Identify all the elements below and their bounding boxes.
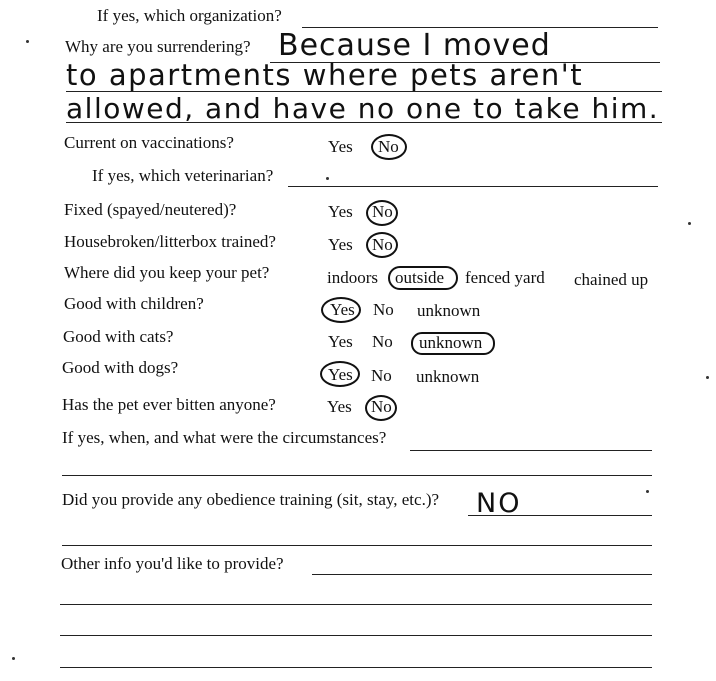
scan-speck <box>706 376 709 379</box>
organization-question: If yes, which organization? <box>97 6 282 25</box>
housebroken-no-option: No <box>372 235 393 254</box>
scan-speck <box>12 657 15 660</box>
veterinarian-question: If yes, which veterinarian? <box>92 166 274 185</box>
scan-speck <box>646 490 649 493</box>
children-unknown-option: unknown <box>417 301 481 320</box>
dogs-yes-option: Yes <box>328 365 353 384</box>
vaccinations-no-circle-mark <box>371 134 407 160</box>
other-info-answer-line-1 <box>312 574 652 575</box>
circumstances-answer-line-1 <box>410 450 652 451</box>
surrender-answer-line-3 <box>66 122 662 123</box>
obedience-answer-line-2 <box>62 545 652 546</box>
fixed-question: Fixed (spayed/neutered)? <box>64 200 237 219</box>
cats-question: Good with cats? <box>63 327 174 346</box>
housebroken-question: Housebroken/litterbox trained? <box>64 232 276 251</box>
bitten-yes-option: Yes <box>327 397 352 416</box>
keep-fenced-yard-option: fenced yard <box>465 268 545 287</box>
vaccinations-no-option: No <box>378 137 399 156</box>
obedience-question: Did you provide any obedience training (sit, stay, etc.)? <box>62 490 440 509</box>
children-yes-circle-mark <box>321 297 361 323</box>
other-info-question: Other info you'd like to provide? <box>61 554 284 573</box>
cats-unknown-circle-mark <box>411 332 495 355</box>
circumstances-answer-line-2 <box>62 475 652 476</box>
children-no-option: No <box>373 300 394 319</box>
cats-no-option: No <box>372 332 393 351</box>
surrender-question: Why are you surrendering? <box>65 37 251 56</box>
scan-speck <box>688 222 691 225</box>
scan-speck <box>26 40 29 43</box>
cats-yes-option: Yes <box>328 332 353 351</box>
cats-unknown-option: unknown <box>419 333 483 352</box>
fixed-yes-option: Yes <box>328 202 353 221</box>
housebroken-no-circle-mark <box>366 232 398 258</box>
housebroken-yes-option: Yes <box>328 235 353 254</box>
keep-outside-circle-mark <box>388 266 458 290</box>
fixed-no-option: No <box>372 202 393 221</box>
keep-chained-up-option: chained up <box>574 270 649 289</box>
children-question: Good with children? <box>64 294 204 313</box>
vaccinations-question: Current on vaccinations? <box>64 133 234 152</box>
surrender-answer-line1: Because I moved <box>278 28 551 63</box>
fixed-no-circle-mark <box>366 200 398 226</box>
vaccinations-yes-option: Yes <box>328 137 353 156</box>
bitten-no-option: No <box>371 397 392 416</box>
other-info-answer-line-4 <box>60 667 652 668</box>
obedience-answer: NO <box>476 488 522 519</box>
circumstances-question: If yes, when, and what were the circumstances? <box>62 428 387 447</box>
bitten-question: Has the pet ever bitten anyone? <box>62 395 276 414</box>
other-info-answer-line-3 <box>60 635 652 636</box>
other-info-answer-line-2 <box>60 604 652 605</box>
veterinarian-answer-line <box>288 186 658 187</box>
dogs-no-option: No <box>371 366 392 385</box>
obedience-answer-line <box>468 515 652 516</box>
children-yes-option: Yes <box>330 300 355 319</box>
dogs-unknown-option: unknown <box>416 367 480 386</box>
dogs-yes-circle-mark <box>320 361 360 387</box>
bitten-no-circle-mark <box>365 395 397 421</box>
scan-speck <box>326 177 329 180</box>
keep-indoors-option: indoors <box>327 268 378 287</box>
dogs-question: Good with dogs? <box>62 358 179 377</box>
keep-question: Where did you keep your pet? <box>64 263 270 282</box>
keep-outside-option: outside <box>395 268 445 287</box>
surrender-answer-line2: to apartments where pets aren't <box>66 58 584 92</box>
surrender-answer-line3: allowed, and have no one to take him. <box>66 92 660 125</box>
